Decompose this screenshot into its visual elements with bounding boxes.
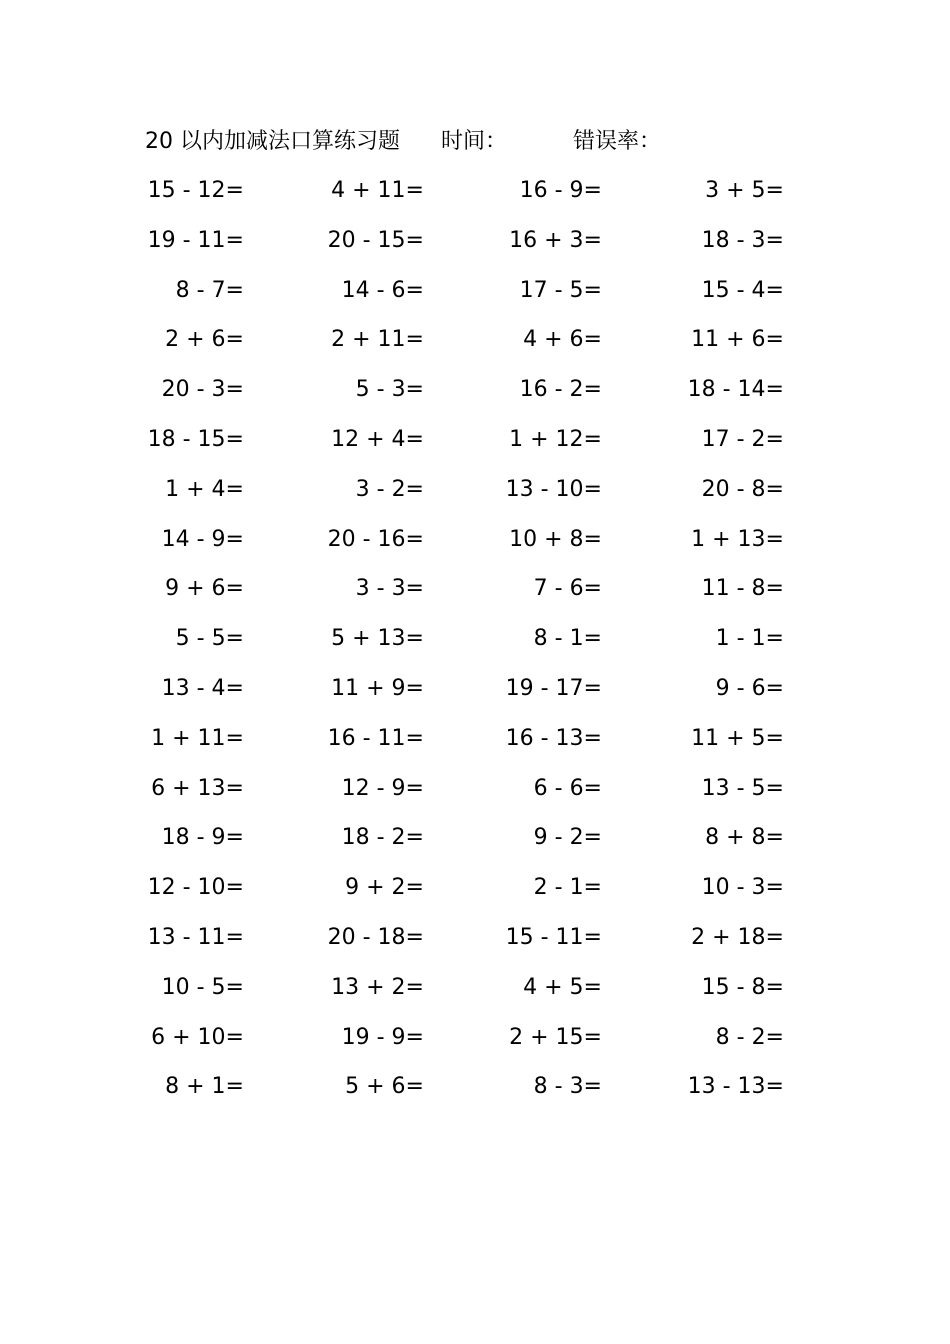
problem-item: 18 - 2= [341, 825, 424, 851]
problem-item: 8 - 7= [175, 277, 244, 303]
problem-item: 14 - 6= [341, 277, 424, 303]
problem-item: 20 - 8= [701, 476, 784, 502]
problem-item: 17 - 2= [701, 426, 784, 452]
problem-row [140, 724, 820, 774]
problem-item: 10 - 5= [161, 974, 244, 1000]
problem-row [140, 176, 820, 226]
problem-item: 8 + 1= [165, 1074, 244, 1100]
problem-item: 18 - 3= [701, 227, 784, 253]
problem-item: 16 - 13= [505, 725, 602, 751]
problem-item: 8 + 8= [705, 825, 784, 851]
problem-row [140, 375, 820, 425]
problem-item: 9 - 2= [533, 825, 602, 851]
problem-item: 20 - 18= [327, 924, 424, 950]
problem-item: 19 - 17= [505, 675, 602, 701]
problem-item: 16 + 3= [509, 227, 602, 253]
problem-row [140, 475, 820, 525]
problem-item: 2 - 1= [533, 875, 602, 901]
error-rate-label: 错误率： [573, 129, 662, 154]
problem-row [140, 525, 820, 575]
problem-row [140, 325, 820, 375]
problem-item: 9 - 6= [715, 675, 784, 701]
problem-item: 1 + 13= [691, 526, 784, 552]
problem-item: 11 + 5= [691, 725, 784, 751]
problem-item: 1 + 11= [151, 725, 244, 751]
problem-item: 14 - 9= [161, 526, 244, 552]
problem-item: 9 + 6= [165, 576, 244, 602]
problem-item: 19 - 11= [147, 227, 244, 253]
problem-item: 10 + 8= [509, 526, 602, 552]
problem-item: 3 + 5= [705, 178, 784, 203]
problem-item: 20 - 3= [161, 377, 244, 403]
problem-item: 6 - 6= [533, 775, 602, 801]
problem-item: 1 + 4= [165, 476, 244, 502]
problem-item: 5 - 3= [355, 377, 424, 403]
problem-item: 16 - 9= [519, 178, 602, 203]
problem-item: 1 + 12= [509, 426, 602, 452]
problem-item: 6 + 10= [151, 1024, 244, 1050]
problem-item: 2 + 15= [509, 1024, 602, 1050]
problem-item: 8 - 2= [715, 1024, 784, 1050]
problem-item: 10 - 3= [701, 875, 784, 901]
problem-item: 4 + 11= [331, 178, 424, 203]
problem-item: 12 + 4= [331, 426, 424, 452]
problem-row [140, 425, 820, 475]
problem-item: 15 - 8= [701, 974, 784, 1000]
problem-row [140, 873, 820, 923]
problem-item: 4 + 5= [523, 974, 602, 1000]
problem-item: 11 + 9= [331, 675, 424, 701]
problem-row [140, 674, 820, 724]
problem-item: 5 - 5= [175, 626, 244, 652]
time-label: 时间： [441, 129, 508, 154]
problem-item: 18 - 9= [161, 825, 244, 851]
problem-item: 4 + 6= [523, 327, 602, 353]
problem-item: 19 - 9= [341, 1024, 424, 1050]
problem-item: 16 - 2= [519, 377, 602, 403]
problem-row [140, 1023, 820, 1073]
problem-item: 3 - 3= [355, 576, 424, 602]
problem-row [140, 226, 820, 276]
problem-item: 13 - 13= [687, 1074, 784, 1100]
problem-item: 11 + 6= [691, 327, 784, 353]
worksheet-title: 20 以内加减法口算练习题 [145, 129, 400, 154]
problem-item: 13 + 2= [331, 974, 424, 1000]
problem-row [140, 973, 820, 1023]
problem-item: 5 + 6= [345, 1074, 424, 1100]
problem-item: 2 + 6= [165, 327, 244, 353]
problem-item: 3 - 2= [355, 476, 424, 502]
problem-item: 13 - 5= [701, 775, 784, 801]
problem-item: 1 - 1= [715, 626, 784, 652]
problem-item: 9 + 2= [345, 875, 424, 901]
problem-item: 2 + 18= [691, 924, 784, 950]
problem-item: 5 + 13= [331, 626, 424, 652]
problem-item: 15 - 12= [147, 178, 244, 203]
problem-item: 20 - 15= [327, 227, 424, 253]
problem-row [140, 823, 820, 873]
problem-item: 15 - 11= [505, 924, 602, 950]
problem-item: 6 + 13= [151, 775, 244, 801]
problem-row [140, 1072, 820, 1122]
problem-item: 16 - 11= [327, 725, 424, 751]
problem-grid [140, 176, 820, 1122]
problem-row [140, 624, 820, 674]
problem-item: 18 - 14= [687, 377, 784, 403]
problem-item: 7 - 6= [533, 576, 602, 602]
problem-item: 17 - 5= [519, 277, 602, 303]
problem-row [140, 923, 820, 973]
problem-item: 15 - 4= [701, 277, 784, 303]
problem-item: 12 - 10= [147, 875, 244, 901]
problem-item: 13 - 10= [505, 476, 602, 502]
problem-item: 8 - 1= [533, 626, 602, 652]
problem-row [140, 774, 820, 824]
problem-item: 12 - 9= [341, 775, 424, 801]
problem-item: 20 - 16= [327, 526, 424, 552]
problem-item: 11 - 8= [701, 576, 784, 602]
problem-item: 13 - 11= [147, 924, 244, 950]
problem-item: 18 - 15= [147, 426, 244, 452]
problem-item: 2 + 11= [331, 327, 424, 353]
problem-item: 8 - 3= [533, 1074, 602, 1100]
problem-row [140, 276, 820, 326]
problem-row [140, 574, 820, 624]
problem-item: 13 - 4= [161, 675, 244, 701]
